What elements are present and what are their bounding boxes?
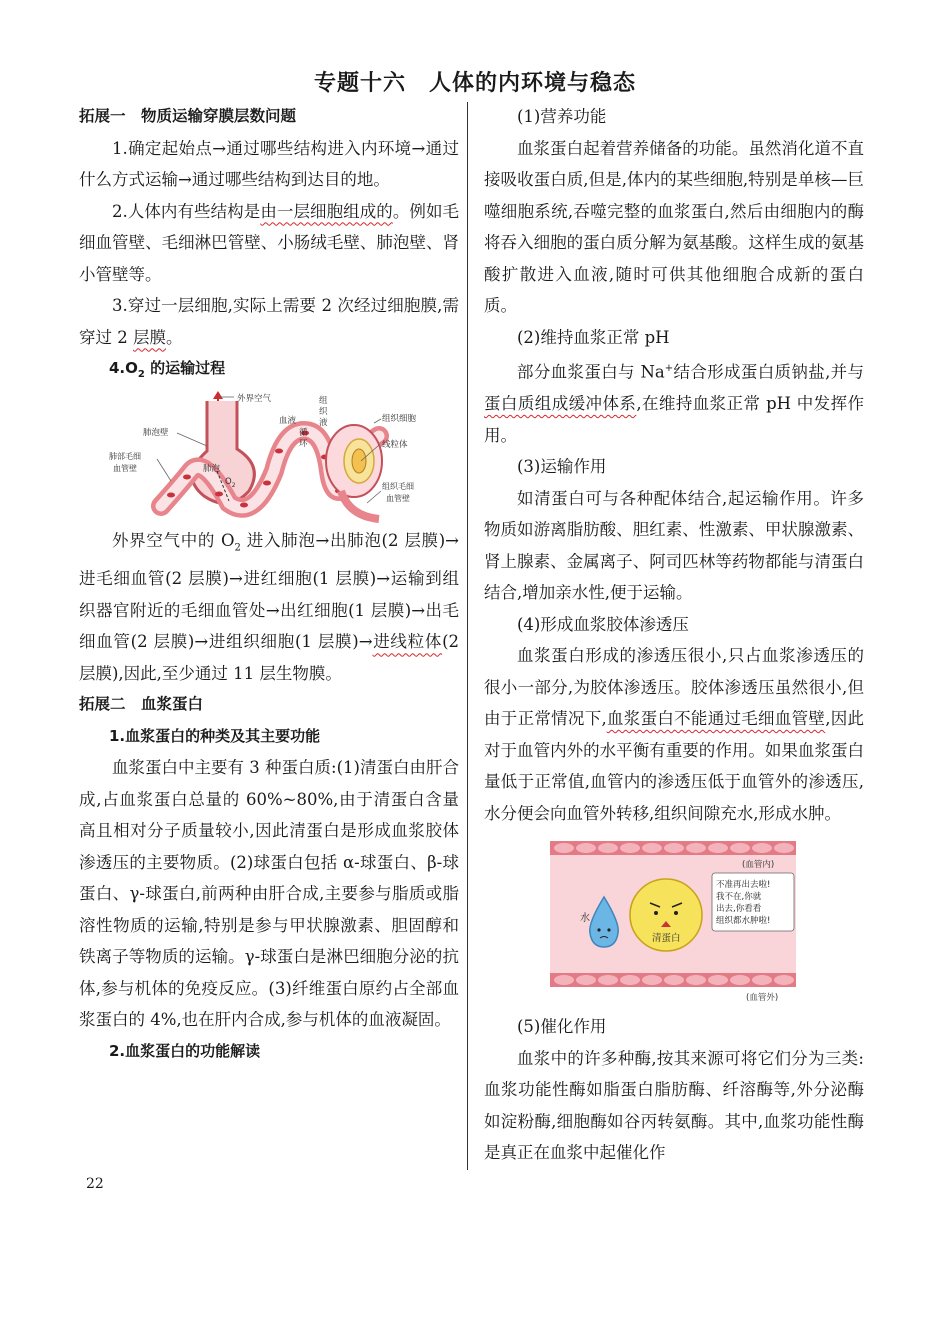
function-3-text: 如清蛋白可与各种配体结合,起运输作用。许多物质如游离脂肪酸、胆红素、性激素、甲状腺激素、肾上腺素、金属离子、阿司匹林等药物都能与清蛋白结合,增加亲水性,便于运输。 — [484, 488, 864, 602]
page-number: 22 — [86, 1176, 104, 1192]
label-tissue-fluid-2: 织 — [319, 406, 328, 417]
label-alveolar-wall: 肺泡壁 — [143, 427, 169, 438]
underlined-text: 进线粒体 — [372, 632, 443, 652]
underlined-text: 由一层细胞组成的 — [260, 201, 393, 221]
label-tissue-fluid-3: 液 — [319, 417, 328, 428]
left-column — [79, 101, 459, 1067]
label-tissue-fluid-1: 组 — [319, 395, 328, 406]
right-column — [484, 101, 864, 1169]
edema-illustration — [484, 835, 864, 1005]
label-outside-air: 外界空气 — [237, 393, 272, 404]
page-title: 专题十六 人体的内环境与稳态 — [313, 71, 636, 96]
function-2-title: (2)维持血浆正常 pH — [517, 327, 670, 347]
paragraph-o2-path: 外界空气中的 $O_2$ 进入肺泡→出肺泡(2 层膜)→进毛细血管(2 层膜)→进红细胞(1 层膜)→运输到组织器官附近的毛细血管处→出红细胞(1 层膜)→出毛细血管(2 层膜)→进组织细胞(1 层膜)→进线粒体(2 层膜),因此,至少通过 11 层生物膜。 — [79, 530, 459, 683]
function-4-text: 血浆蛋白形成的渗透压很小,只占血浆渗透压的很小一部分,为胶体渗透压。胶体渗透压虽然很小,但由于正常情况下,血浆蛋白不能通过毛细血管壁,因此对于血管内外的水平衡有重要的作用。如果血浆蛋白量低于正常值,血管内的渗透压低于血管外的渗透压,水分便会向血管外转移,组织间隙充水,形成水肿。 — [484, 646, 865, 823]
label-lung-capillary-2: 血管壁 — [113, 463, 137, 473]
underlined-text: 层膜 — [133, 327, 166, 347]
underlined-text: 蛋白质组成缓冲体系 — [484, 394, 637, 413]
paragraph-2: 2.人体内有些结构是由一层细胞组成的。例如毛细血管壁、毛细淋巴管壁、小肠绒毛壁、肺泡壁、肾小管壁等。 — [79, 201, 459, 284]
paragraph-1: 1.确定起始点→通过哪些结构进入内环境→通过什么方式运输→通过哪些结构到达目的地。 — [79, 138, 459, 189]
function-4-title: (4)形成血浆胶体渗透压 — [517, 614, 689, 634]
paragraph-types: 血浆蛋白中主要有 3 种蛋白质:(1)清蛋白由肝合成,占血浆蛋白总量的 60%~80%,由于清蛋白含量高且相对分子质量较小,因此清蛋白是形成血浆胶体渗透压的主要物质。(2)球蛋白包括 α-球蛋白、β-球蛋白、γ-球蛋白,前两种由肝合成,主要参与脂质或脂溶性物质的运输,特别是参与甲状腺激素、胆固醇和铁离子等物质的运输。γ-球蛋白是淋巴细胞分泌的抗体,参与机体的免疫反应。(3)纤维蛋白原约占全部血浆蛋白的 4%,也在肝内合成,参与机体的血液凝固。 — [79, 758, 459, 1030]
label-albumin: 清蛋白 — [652, 933, 681, 944]
label-tissue-cell: 组织细胞 — [382, 413, 417, 424]
o2-transport-heading: $4.O_2$ 的运输过程 — [109, 359, 226, 380]
label-water: 水 — [580, 913, 590, 924]
label-mitochondria: 线粒体 — [382, 439, 408, 450]
label-circulation-2: 环 — [299, 438, 308, 449]
underlined-text: 血浆蛋白不能通过毛细血管壁 — [606, 709, 826, 728]
function-5-text: 血浆中的许多种酶,按其来源可将它们分为三类:血浆功能性酶如脂蛋白脂肪酶、纤溶酶等,外分泌酶如淀粉酶,细胞酶如谷丙转氨酶。其中,血浆功能性酶是真正在血浆中起催化作 — [484, 1048, 864, 1162]
speech-line-2: 我不在,你就 — [716, 892, 762, 902]
extension-1-heading: 拓展一 物质运输穿膜层数问题 — [79, 107, 297, 125]
column-divider — [467, 102, 468, 1170]
label-lung-capillary-1: 肺部毛细 — [109, 451, 141, 461]
function-3-title: (3)运输作用 — [517, 457, 607, 476]
paragraph-3: 3.穿过一层细胞,实际上需要 2 次经过细胞膜,需穿过 2 层膜。 — [79, 296, 459, 347]
label-tissue-capillary-2: 血管壁 — [386, 493, 410, 503]
label-alveolus: 肺泡 — [203, 463, 221, 474]
function-1-title: (1)营养功能 — [517, 107, 607, 126]
speech-line-3: 出去,你看看 — [716, 904, 762, 914]
function-5-title: (5)催化作用 — [517, 1017, 607, 1036]
speech-line-4: 组织都水肿啦! — [716, 916, 771, 926]
label-o2: $O_2$ — [225, 476, 236, 489]
speech-line-1: 不准再出去啦! — [716, 880, 771, 890]
function-2-text: 部分血浆蛋白与 Na+结合形成蛋白质钠盐,并与蛋白质组成缓冲体系,在维持血浆正常 pH 中发挥作用。 — [484, 362, 865, 445]
types-heading: 1.血浆蛋白的种类及其主要功能 — [109, 726, 321, 745]
label-blood: 血液 — [279, 415, 297, 426]
function-heading: 2.血浆蛋白的功能解读 — [109, 1041, 261, 1060]
label-circulation-1: 循 — [299, 427, 308, 438]
label-inside-vessel: (血管内) — [742, 860, 775, 870]
o2-transport-diagram — [79, 391, 459, 525]
function-1-text: 血浆蛋白起着营养储备的功能。虽然消化道不直接吸收蛋白质,但是,体内的某些细胞,特别是单核—巨噬细胞系统,吞噬完整的血浆蛋白,然后由细胞内的酶将吞入细胞的蛋白质分解为氨基酸。这样生成的氨基酸扩散进入血液,随时可供其他细胞合成新的蛋白质。 — [484, 138, 864, 315]
label-outside-vessel: (血管外) — [746, 993, 779, 1003]
label-tissue-capillary-1: 组织毛细 — [382, 481, 414, 491]
extension-2-heading: 拓展二 血浆蛋白 — [79, 695, 204, 714]
